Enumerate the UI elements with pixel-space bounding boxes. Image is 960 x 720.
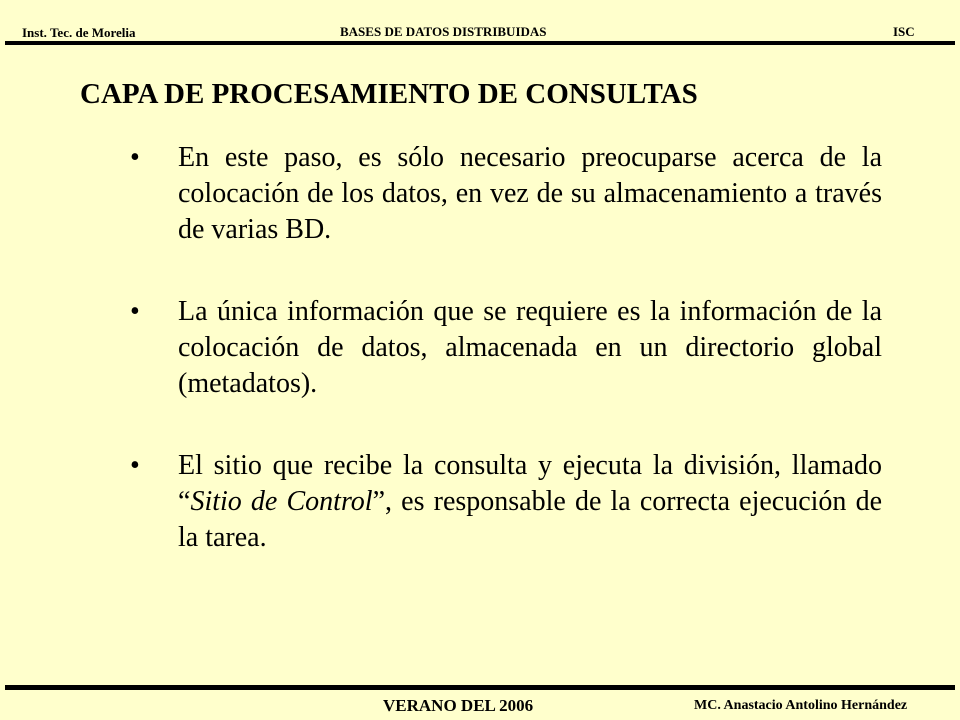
slide-title: CAPA DE PROCESAMIENTO DE CONSULTAS (80, 78, 698, 110)
bullet-text-emphasis: Sitio de Control (190, 486, 373, 517)
footer-rule (5, 685, 955, 690)
header-left: Inst. Tec. de Morelia (22, 25, 136, 40)
bullet-text: La única información que se requiere es la información de la colocación de datos, almacenada en un directorio global (metadatos). (178, 296, 882, 399)
bullet-text-after: ”, es responsable de la correcta ejecución de la tarea. (178, 486, 883, 553)
bullet-icon: • (130, 142, 140, 173)
footer-center: VERANO DEL 2006 (383, 696, 534, 715)
bullet-item (130, 294, 882, 402)
bullet-icon: • (130, 296, 140, 327)
bullet-item (130, 140, 882, 248)
header-rule (5, 41, 955, 45)
header-center: BASES DE DATOS DISTRIBUIDAS (340, 24, 547, 39)
bullet-list (130, 140, 882, 602)
bullet-item (130, 448, 882, 556)
bullet-text-before: El sitio que recibe la consulta y ejecuta la división, llamado “ (178, 450, 882, 517)
bullet-text (178, 450, 882, 553)
footer-right: MC. Anastacio Antolino Hernández (694, 698, 908, 713)
bullet-icon: • (130, 450, 140, 481)
header-right: ISC (893, 24, 915, 39)
bullet-text: En este paso, es sólo necesario preocuparse acerca de la colocación de los datos, en vez de su almacenamiento a través de varias BD. (178, 142, 882, 245)
